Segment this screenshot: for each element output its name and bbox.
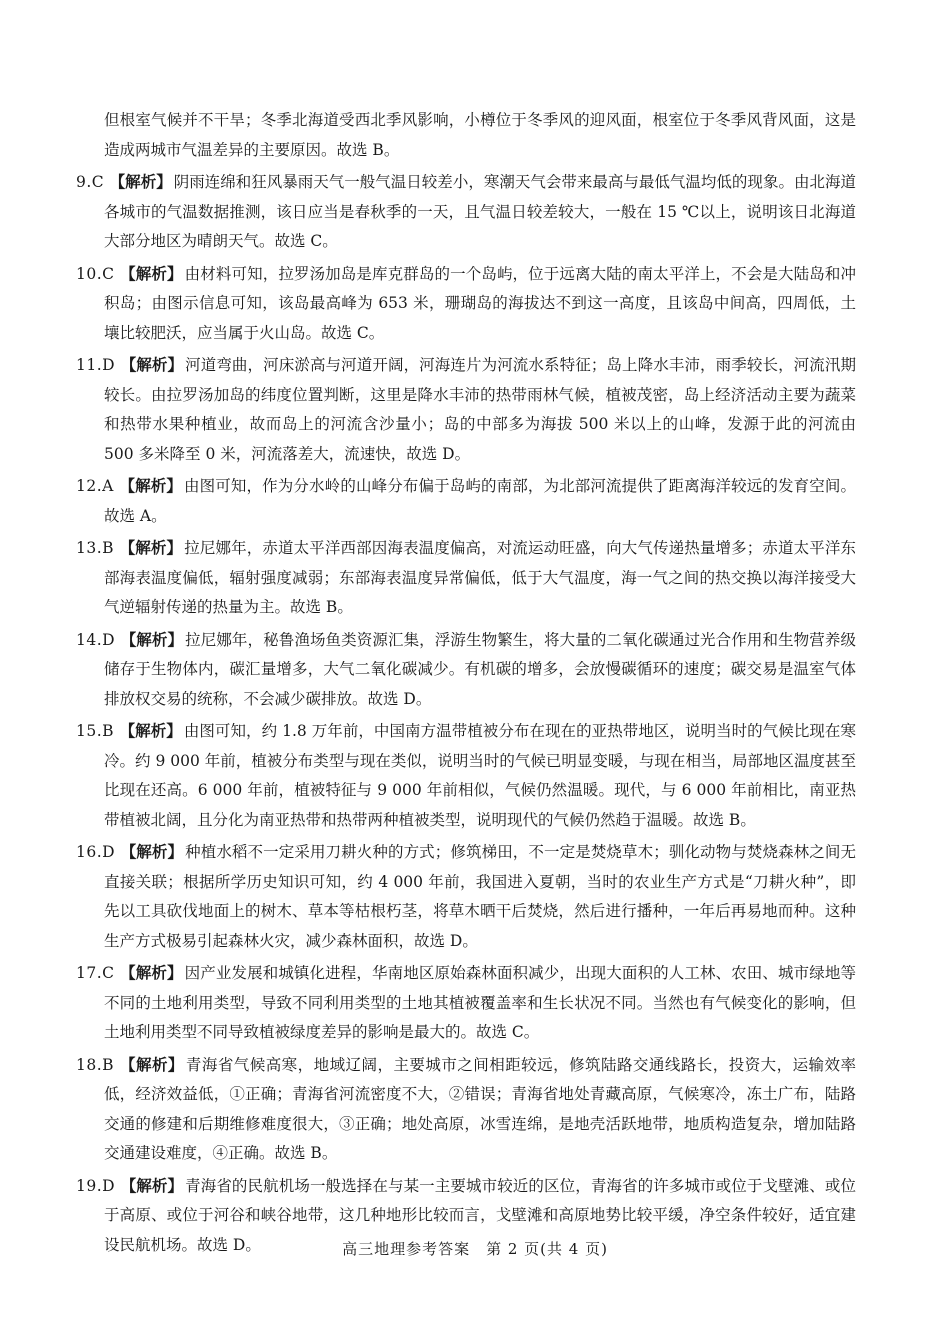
item-answer: B xyxy=(102,539,114,557)
answer-item-15 xyxy=(76,716,856,835)
answer-item-9 xyxy=(76,167,856,257)
item-explanation: 河道弯曲，河床淤高与河道开阔，河海连片为河流水系特征；岛上降水丰沛，雨季较长，河流汛期较长。由拉罗汤加岛的纬度位置判断，这里是降水丰沛的热带雨林气候，植被茂密，岛上经济活动主要为蔬菜和热带水果种植业，故而岛上的河流含沙量小；岛的中部多为海拔 500 米以上的山峰，发源于此的河流由 500 多米降至 0 米，河流落差大，流速快，故选 D。 xyxy=(104,356,856,463)
item-number: 9. xyxy=(76,173,92,191)
analysis-tag: 【解析】 xyxy=(119,538,183,557)
analysis-tag: 【解析】 xyxy=(120,963,183,982)
intro-paragraph: 但根室气候并不干旱；冬季北海道受西北季风影响，小樽位于冬季风的迎风面，根室位于冬季风背风面，这是造成两城市气温差异的主要原因。故选 B。 xyxy=(104,111,856,159)
item-answer: D xyxy=(102,356,115,374)
item-number: 12. xyxy=(76,477,103,495)
item-number: 15. xyxy=(76,722,103,740)
item-number: 10. xyxy=(76,264,103,283)
answer-item-18 xyxy=(76,1050,856,1169)
item-answer: D xyxy=(102,630,115,649)
item-answer: C xyxy=(102,964,115,982)
answer-content xyxy=(76,106,856,1262)
analysis-tag: 【解析】 xyxy=(120,263,183,283)
answer-item-14 xyxy=(76,625,856,715)
page-footer: 高三地理参考答案 第 2 页(共 4 页) xyxy=(342,1240,608,1258)
item-answer: C xyxy=(102,264,115,283)
item-answer: B xyxy=(102,1055,114,1074)
item-number: 16. xyxy=(76,843,103,861)
item-explanation: 青海省的民航机场一般选择在与某一主要城市较近的区位，青海省的许多城市或位于戈壁滩、或位于高原、或位于河谷和峡谷地带，这几种地形比较而言，戈壁滩和高原地势比较平缓，净空条件较好，适宜建设民航机场。故选 D。 xyxy=(104,1176,856,1254)
item-answer: D xyxy=(102,1176,115,1195)
answer-item-11 xyxy=(76,350,856,469)
analysis-tag: 【解析】 xyxy=(120,842,184,861)
item-answer: B xyxy=(102,722,114,740)
item-explanation: 由材料可知，拉罗汤加岛是库克群岛的一个岛屿，位于远离大陆的南太平洋上，不会是大陆岛和冲积岛；由图示信息可知，该岛最高峰为 653 米，珊瑚岛的海拔达不到这一高度，且该岛中间高，四周低，土壤比较肥沃，应当属于火山岛。故选 C。 xyxy=(104,264,856,342)
answer-item-12 xyxy=(76,471,856,531)
item-number: 18. xyxy=(76,1055,103,1074)
item-answer: C xyxy=(91,173,104,191)
analysis-tag: 【解析】 xyxy=(119,476,183,495)
item-explanation: 拉尼娜年，赤道太平洋西部因海表温度偏高，对流运动旺盛，向大气传递热量增多；赤道太平洋东部海表温度偏低，辐射强度减弱；东部海表温度异常偏低，低于大气温度，海一气之间的热交换以海洋接受大气逆辐射传递的热量为主。故选 B。 xyxy=(104,539,856,616)
analysis-tag: 【解析】 xyxy=(109,172,172,191)
answer-item-10 xyxy=(76,259,856,349)
item-number: 19. xyxy=(76,1176,103,1195)
item-explanation: 阴雨连绵和狂风暴雨天气一般气温日较差小，寒潮天气会带来最高与最低气温均低的现象。由北海道各城市的气温数据推测，该日应当是春秋季的一天，且气温日较差较大，一般在 15 ℃以上，说明该日北海道大部分地区为晴朗天气。故选 C。 xyxy=(104,173,856,250)
item-explanation: 由图可知，作为分水岭的山峰分布偏于岛屿的南部，为北部河流提供了距离海洋较远的发育空间。故选 A。 xyxy=(104,477,856,525)
analysis-tag: 【解析】 xyxy=(120,629,184,649)
analysis-tag: 【解析】 xyxy=(119,721,182,740)
analysis-tag: 【解析】 xyxy=(119,1054,184,1074)
item-number: 11. xyxy=(76,356,103,374)
answer-item-13 xyxy=(76,533,856,623)
item-number: 13. xyxy=(76,539,103,557)
item-explanation: 青海省气候高寒，地域辽阔，主要城市之间相距较远，修筑陆路交通线路长，投资大，运输效率低，经济效益低，①正确；青海省河流密度不大，②错误；青海省地处青藏高原，气候寒冷，冻土广布，陆路交通的修建和后期维修难度很大，③正确；地处高原，冰雪连绵，是地壳活跃地带，地质构造复杂，增加陆路交通建设难度，④正确。故选 B。 xyxy=(104,1055,856,1162)
answer-item-16 xyxy=(76,837,856,956)
item-explanation: 因产业发展和城镇化进程，华南地区原始森林面积减少，出现大面积的人工林、农田、城市绿地等不同的土地利用类型，导致不同利用类型的土地其植被覆盖率和生长状况不同。当然也有气候变化的影响，但土地利用类型不同导致植被绿度差异的影响是最大的。故选 C。 xyxy=(104,964,856,1041)
analysis-tag: 【解析】 xyxy=(120,355,184,374)
item-number: 17. xyxy=(76,964,103,982)
item-number: 14. xyxy=(76,630,103,649)
item-explanation: 由图可知，约 1.8 万年前，中国南方温带植被分布在现在的亚热带地区，说明当时的气候比现在寒冷。约 9 000 年前，植被分布类型与现在类似，说明当时的气候已明显变暖，与现在相当，局部地区温度甚至比现在还高。6 000 年前，植被特征与 9 000 年前相似，气候仍然温暖。现代，与 6 000 年前相比，南亚热带植被北阔，且分化为南亚热带和热带两种植被类型，说明现代的气候仍然趋于温暖。故选 B。 xyxy=(104,722,856,829)
item-answer: A xyxy=(102,477,114,495)
analysis-tag: 【解析】 xyxy=(120,1175,184,1195)
item-explanation: 拉尼娜年，秘鲁渔场鱼类资源汇集，浮游生物繁生，将大量的二氧化碳通过光合作用和生物营养级储存于生物体内，碳汇量增多，大气二氧化碳减少。有机碳的增多，会放慢碳循环的速度；碳交易是温室气体排放权交易的统称，不会减少碳排放。故选 D。 xyxy=(104,630,856,708)
item-answer: D xyxy=(102,843,115,861)
answer-item-17 xyxy=(76,958,856,1048)
item-explanation: 种植水稻不一定采用刀耕火种的方式；修筑梯田，不一定是焚烧草木；驯化动物与焚烧森林之间无直接关联；根据所学历史知识可知，约 4 000 年前，我国进入夏朝，当时的农业生产方式是“刀耕火种”，即先以工具砍伐地面上的树木、草本等枯根朽茎，将草木晒干后焚烧，然后进行播种，一年后再易地而种。这种生产方式极易引起森林火灾，减少森林面积，故选 D。 xyxy=(104,843,856,950)
